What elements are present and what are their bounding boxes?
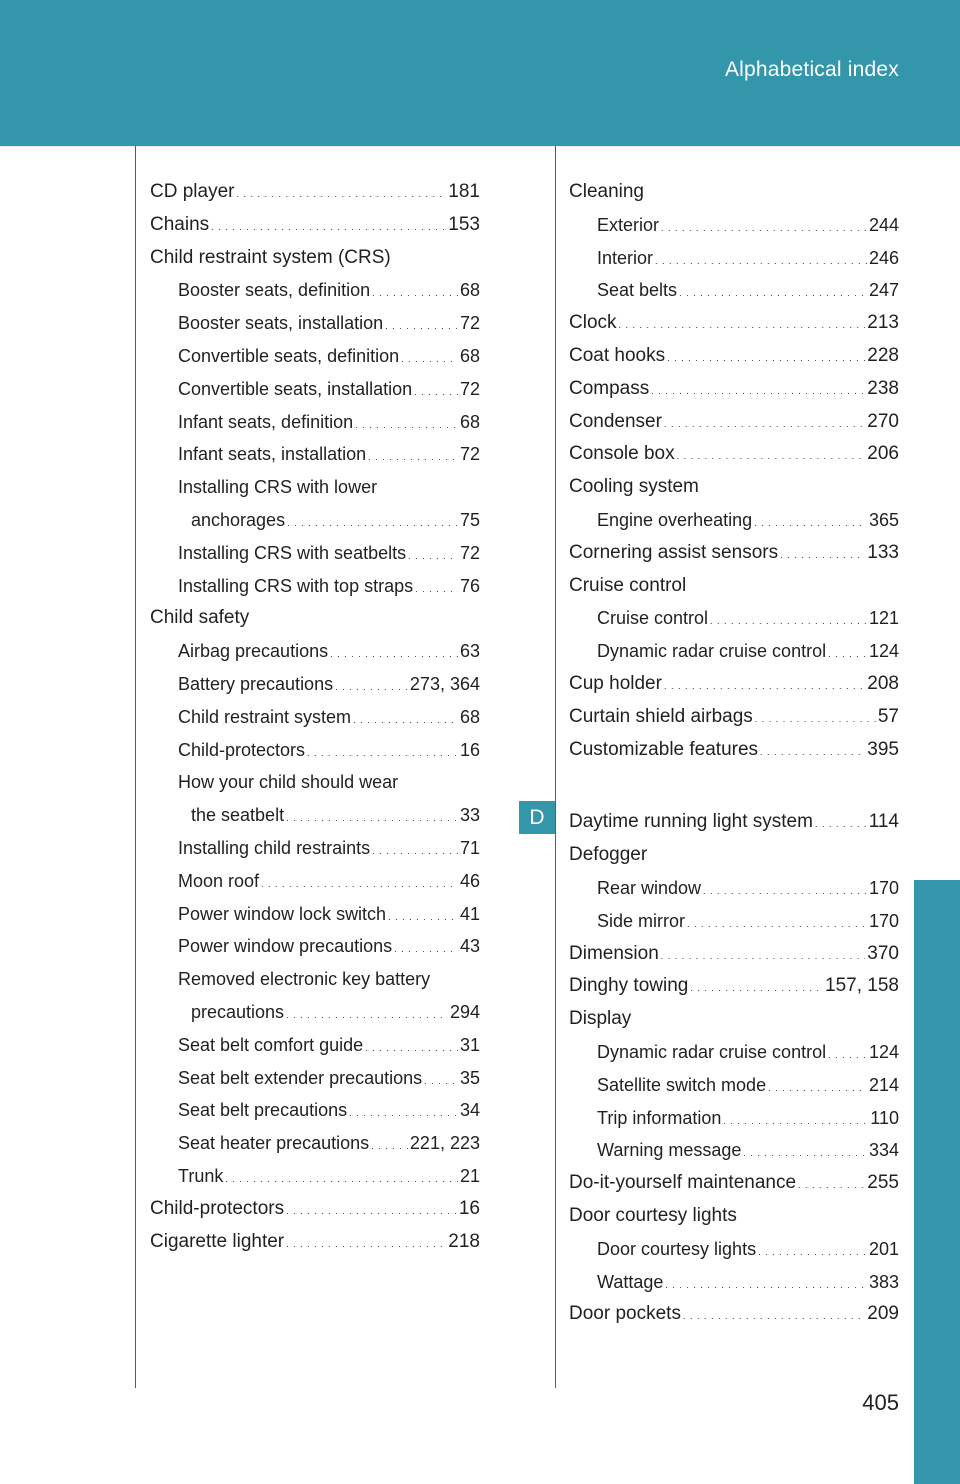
entry-page-ref[interactable]: 75 — [459, 509, 480, 530]
entry-page-ref[interactable]: 334 — [868, 1140, 899, 1161]
index-subentry — [150, 865, 480, 898]
entry-text: Display — [569, 1008, 632, 1030]
index-entry — [569, 1200, 899, 1233]
dot-leader — [307, 737, 458, 770]
page-number: 405 — [862, 1390, 899, 1415]
index-entry — [569, 176, 899, 209]
entry-page-ref[interactable]: 76 — [459, 575, 480, 596]
entry-page-ref[interactable]: 33 — [459, 805, 480, 826]
entry-text: Defogger — [569, 844, 648, 866]
entry-text: Battery precautions — [178, 673, 334, 694]
page-header — [0, 0, 960, 147]
index-entry — [150, 602, 480, 635]
dot-leader — [355, 409, 458, 442]
entry-text: CD player — [150, 181, 235, 202]
index-subentry — [150, 832, 480, 865]
dot-leader — [687, 908, 867, 941]
index-subentry — [150, 635, 480, 668]
index-column-left — [150, 176, 480, 1258]
dot-leader — [424, 1065, 458, 1098]
entry-text: Cruise control — [569, 574, 687, 596]
entry-page-ref[interactable]: 365 — [868, 509, 899, 530]
dot-leader — [286, 999, 448, 1032]
entry-text: Dynamic radar cruise control — [597, 1041, 827, 1062]
entry-page-ref[interactable]: 157, 158 — [825, 975, 899, 997]
entry-text: Booster seats, installation — [178, 313, 384, 334]
entry-text: Rear window — [597, 877, 702, 898]
index-column-right — [569, 176, 899, 1331]
entry-page-ref[interactable]: 35 — [459, 1067, 480, 1088]
index-subentry — [569, 274, 899, 307]
entry-page-ref[interactable]: 133 — [867, 541, 899, 563]
index-entry — [569, 373, 899, 406]
dot-leader — [828, 638, 867, 671]
entry-text: Chains — [150, 213, 210, 235]
dot-leader — [661, 940, 866, 973]
dot-leader — [798, 1169, 865, 1202]
entry-text: Console box — [569, 443, 675, 465]
index-entry — [569, 668, 899, 701]
entry-text: Coat hooks — [569, 344, 666, 366]
entry-text: Child safety — [150, 607, 250, 629]
entry-text: Child-protectors — [178, 739, 306, 760]
entry-page-ref[interactable]: 31 — [459, 1034, 480, 1055]
index-subentry — [569, 1036, 899, 1069]
entry-text: Compass — [569, 377, 650, 399]
entry-page-ref[interactable]: 170 — [868, 877, 899, 898]
entry-text: Installing CRS with lower — [178, 477, 378, 498]
index-entry — [150, 209, 480, 242]
index-entry — [569, 1298, 899, 1331]
entry-page-ref[interactable]: 214 — [868, 1074, 899, 1095]
entry-page-ref[interactable]: 21 — [459, 1165, 480, 1186]
entry-page-ref[interactable]: 221, 223 — [409, 1133, 480, 1154]
entry-text: Cooling system — [569, 476, 699, 498]
index-entry — [150, 242, 480, 275]
index-subentry — [150, 766, 480, 799]
entry-text: Infant seats, definition — [178, 411, 354, 432]
index-subentry — [569, 872, 899, 905]
index-entry — [569, 471, 899, 504]
dot-leader — [664, 408, 865, 441]
index-subentry — [150, 340, 480, 373]
entry-page-ref[interactable]: 181 — [448, 181, 480, 202]
entry-text: Child restraint system (CRS) — [150, 246, 391, 268]
entry-text: Cigarette lighter — [150, 1230, 285, 1252]
entry-text: Cup holder — [569, 672, 662, 694]
entry-text: Trip information — [597, 1107, 722, 1128]
entry-page-ref[interactable]: 57 — [877, 705, 899, 727]
entry-text: Seat belt extender precautions — [178, 1067, 423, 1088]
index-subentry — [150, 668, 480, 701]
header-title: Alphabetical index — [724, 58, 899, 81]
index-subentry — [150, 701, 480, 734]
dot-leader — [287, 507, 458, 540]
dot-leader — [619, 309, 866, 342]
index-entry — [569, 1003, 899, 1036]
dot-leader — [371, 1130, 408, 1163]
entry-page-ref[interactable]: 294 — [449, 1001, 480, 1022]
dot-leader — [665, 1269, 867, 1302]
index-subentry — [150, 570, 480, 603]
entry-page-ref[interactable]: 121 — [868, 608, 899, 629]
dot-leader — [401, 343, 458, 376]
index-section-d — [569, 806, 899, 1331]
dot-leader — [394, 933, 458, 966]
entry-text: Clock — [569, 312, 617, 334]
entry-text: Child-protectors — [150, 1197, 285, 1219]
entry-page-ref[interactable]: 72 — [459, 542, 480, 563]
index-entry — [569, 839, 899, 872]
index-entry — [569, 537, 899, 570]
dot-leader — [710, 605, 867, 638]
entry-text: Dynamic radar cruise control — [597, 641, 827, 662]
index-subentry — [569, 1233, 899, 1266]
entry-page-ref[interactable]: 270 — [867, 410, 899, 432]
entry-text: Convertible seats, installation — [178, 378, 413, 399]
entry-text: Exterior — [597, 214, 660, 235]
entry-page-ref[interactable]: 273, 364 — [409, 673, 480, 694]
entry-page-ref[interactable]: 110 — [870, 1107, 899, 1128]
dot-leader — [261, 868, 458, 901]
dot-leader — [388, 901, 458, 934]
index-entry — [569, 806, 899, 839]
index-entry — [150, 1193, 480, 1226]
dot-leader — [768, 1072, 867, 1105]
entry-text: Door courtesy lights — [569, 1204, 737, 1226]
dot-leader — [667, 342, 865, 375]
entry-page-ref[interactable]: 68 — [459, 280, 480, 301]
dot-leader — [828, 1039, 867, 1072]
entry-page-ref[interactable]: 206 — [867, 443, 899, 465]
entry-page-ref[interactable]: 72 — [459, 444, 480, 465]
entry-text: Booster seats, definition — [178, 280, 371, 301]
dot-leader — [372, 277, 458, 310]
entry-page-ref[interactable]: 244 — [868, 214, 899, 235]
index-entry — [569, 701, 899, 734]
entry-page-ref[interactable]: 208 — [867, 672, 899, 694]
index-subentry — [569, 1069, 899, 1102]
index-entry — [150, 1226, 480, 1259]
entry-text: the seatbelt — [191, 805, 285, 826]
dot-leader — [365, 1032, 458, 1065]
entry-text: Satellite switch mode — [597, 1074, 767, 1095]
index-entry — [569, 307, 899, 340]
entry-text: Infant seats, installation — [178, 444, 367, 465]
entry-page-ref[interactable]: 255 — [867, 1172, 899, 1194]
index-subentry — [569, 1266, 899, 1299]
entry-page-ref[interactable]: 153 — [448, 213, 480, 235]
index-entry — [569, 938, 899, 971]
entry-page-ref[interactable]: 114 — [868, 811, 899, 833]
entry-text: Installing child restraints — [178, 837, 371, 858]
entry-text: How your child should wear — [178, 772, 399, 793]
entry-page-ref[interactable]: 72 — [459, 313, 480, 334]
entry-text: precautions — [191, 1001, 285, 1022]
entry-text: Seat belt comfort guide — [178, 1034, 364, 1055]
entry-page-ref[interactable]: 16 — [459, 739, 480, 760]
entry-text: anchorages — [191, 509, 286, 530]
index-subentry — [569, 1102, 899, 1135]
dot-leader — [286, 1195, 457, 1228]
entry-text: Interior — [597, 247, 654, 268]
dot-leader — [236, 178, 446, 211]
index-subentry — [569, 242, 899, 275]
entry-page-ref[interactable]: 16 — [458, 1197, 480, 1219]
dot-leader — [651, 375, 865, 408]
index-section-c — [569, 176, 899, 766]
entry-text: Condenser — [569, 410, 662, 432]
entry-text: Cleaning — [569, 181, 644, 202]
dot-leader — [723, 1105, 868, 1138]
entry-text: Warning message — [597, 1140, 742, 1161]
entry-text: Door pockets — [569, 1303, 681, 1325]
dot-leader — [655, 245, 867, 278]
entry-page-ref[interactable]: 247 — [868, 280, 899, 301]
index-subentry — [150, 799, 480, 832]
index-entry — [150, 176, 480, 209]
index-entry — [569, 970, 899, 1003]
dot-leader — [683, 1300, 865, 1333]
index-subentry — [150, 996, 480, 1029]
index-subentry — [150, 406, 480, 439]
index-entry — [569, 340, 899, 373]
index-subentry — [150, 1160, 480, 1193]
index-subentry — [569, 905, 899, 938]
dot-leader — [664, 670, 865, 703]
dot-leader — [225, 1163, 458, 1196]
index-subentry — [150, 373, 480, 406]
index-entry — [569, 406, 899, 439]
dot-leader — [353, 704, 458, 737]
index-subentry — [569, 1134, 899, 1167]
dot-leader — [415, 573, 458, 606]
dot-leader — [408, 540, 458, 573]
entry-text: Door courtesy lights — [597, 1238, 757, 1259]
entry-text: Dinghy towing — [569, 975, 689, 997]
entry-page-ref[interactable]: 228 — [867, 344, 899, 366]
entry-text: Side mirror — [597, 910, 686, 931]
dot-leader — [677, 440, 866, 473]
section-gap — [569, 766, 899, 806]
entry-page-ref[interactable]: 395 — [867, 738, 899, 760]
entry-text: Cruise control — [597, 608, 709, 629]
index-subentry — [150, 734, 480, 767]
index-subentry — [569, 504, 899, 537]
entry-text: Convertible seats, definition — [178, 345, 400, 366]
entry-text: Do-it-yourself maintenance — [569, 1172, 797, 1194]
entry-text: Power window precautions — [178, 936, 393, 957]
entry-page-ref[interactable]: 383 — [868, 1271, 899, 1292]
dot-leader — [754, 507, 867, 540]
dot-leader — [349, 1097, 458, 1130]
index-entry — [569, 734, 899, 767]
index-subentry — [150, 1094, 480, 1127]
entry-page-ref[interactable]: 34 — [459, 1100, 480, 1121]
index-subentry — [150, 963, 480, 996]
index-subentry — [569, 602, 899, 635]
entry-page-ref[interactable]: 238 — [867, 377, 899, 399]
index-subentry — [150, 930, 480, 963]
entry-text: Seat belt precautions — [178, 1100, 348, 1121]
dot-leader — [760, 736, 865, 769]
dot-leader — [330, 638, 458, 671]
index-entry — [569, 570, 899, 603]
entry-text: Engine overheating — [597, 509, 753, 530]
dot-leader — [780, 539, 865, 572]
dot-leader — [679, 277, 867, 310]
entry-page-ref[interactable]: 68 — [459, 345, 480, 366]
column-divider-right — [555, 146, 556, 1388]
index-subentry — [150, 471, 480, 504]
entry-page-ref[interactable]: 170 — [868, 910, 899, 931]
entry-page-ref[interactable]: 68 — [459, 706, 480, 727]
dot-leader — [755, 703, 876, 736]
entry-page-ref[interactable]: 124 — [868, 1041, 899, 1062]
entry-page-ref[interactable]: 201 — [868, 1238, 899, 1259]
entry-page-ref[interactable]: 68 — [459, 411, 480, 432]
entry-page-ref[interactable]: 46 — [459, 870, 480, 891]
entry-page-ref[interactable]: 218 — [448, 1230, 480, 1252]
dot-leader — [286, 1228, 446, 1261]
dot-leader — [368, 441, 458, 474]
entry-text: Dimension — [569, 942, 659, 964]
dot-leader — [758, 1236, 867, 1269]
entry-text: Daytime running light system — [569, 811, 813, 833]
dot-leader — [286, 802, 458, 835]
index-subentry — [150, 504, 480, 537]
entry-text: Airbag precautions — [178, 641, 329, 662]
entry-text: Customizable features — [569, 738, 759, 760]
entry-text: Cornering assist sensors — [569, 541, 779, 563]
entry-page-ref[interactable]: 71 — [459, 837, 480, 858]
entry-text: Power window lock switch — [178, 903, 387, 924]
dot-leader — [385, 310, 458, 343]
entry-page-ref[interactable]: 209 — [867, 1303, 899, 1325]
entry-text: Wattage — [597, 1271, 664, 1292]
index-subentry — [150, 1062, 480, 1095]
dot-leader — [211, 211, 446, 244]
entry-page-ref[interactable]: 370 — [867, 942, 899, 964]
index-subentry — [150, 1029, 480, 1062]
entry-text: Removed electronic key battery — [178, 969, 431, 990]
entry-text: Child restraint system — [178, 706, 352, 727]
index-entry — [569, 438, 899, 471]
thumb-index-tab — [914, 880, 960, 1484]
entry-page-ref[interactable]: 63 — [459, 641, 480, 662]
index-subentry — [150, 438, 480, 471]
index-entry — [569, 1167, 899, 1200]
dot-leader — [703, 875, 867, 908]
entry-text: Installing CRS with top straps — [178, 575, 414, 596]
dot-leader — [661, 212, 867, 245]
entry-page-ref[interactable]: 213 — [867, 312, 899, 334]
column-divider-left — [135, 146, 136, 1388]
entry-page-ref[interactable]: 124 — [868, 641, 899, 662]
entry-page-ref[interactable]: 43 — [459, 936, 480, 957]
entry-text: Moon roof — [178, 870, 260, 891]
entry-text: Trunk — [178, 1165, 224, 1186]
dot-leader — [335, 671, 408, 704]
dot-leader — [743, 1137, 867, 1170]
index-subentry — [150, 898, 480, 931]
index-subentry — [569, 209, 899, 242]
section-letter-badge: D — [519, 801, 555, 834]
entry-text: Installing CRS with seatbelts — [178, 542, 407, 563]
entry-page-ref[interactable]: 72 — [459, 378, 480, 399]
dot-leader — [372, 835, 458, 868]
entry-text: Seat belts — [597, 280, 678, 301]
index-subentry — [569, 635, 899, 668]
dot-leader — [414, 376, 458, 409]
entry-page-ref[interactable]: 246 — [868, 247, 899, 268]
dot-leader — [690, 972, 823, 1005]
index-subentry — [150, 537, 480, 570]
index-subentry — [150, 274, 480, 307]
index-subentry — [150, 1127, 480, 1160]
entry-text: Curtain shield airbags — [569, 705, 753, 727]
index-subentry — [150, 307, 480, 340]
entry-text: Seat heater precautions — [178, 1133, 370, 1154]
entry-page-ref[interactable]: 41 — [459, 903, 480, 924]
dot-leader — [815, 808, 867, 841]
